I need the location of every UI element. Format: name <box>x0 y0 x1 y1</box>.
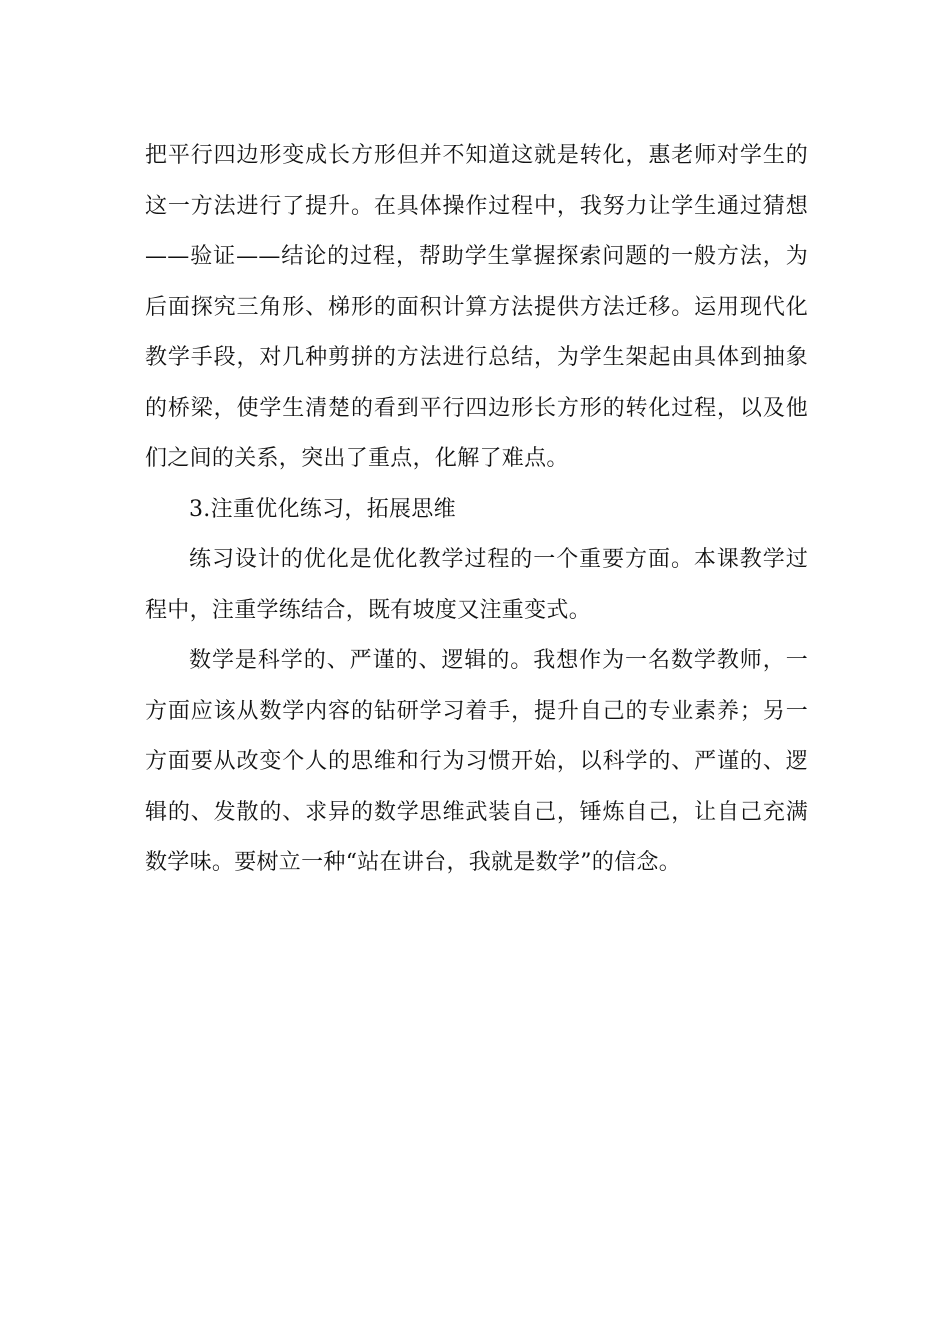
paragraph-practice: 练习设计的优化是优化教学过程的一个重要方面。本课教学过程中，注重学练结合，既有坡度又注重变式。 <box>145 547 808 623</box>
paragraph-continuation: 把平行四边形变成长方形但并不知道这就是转化，惠老师对学生的这一方法进行了提升。在具体操作过程中，我努力让学生通过猜想——验证——结论的过程，帮助学生掌握探索问题的一般方法，为后面探究三角形、梯形的面积计算方法提供方法迁移。运用现代化教学手段，对几种剪拼的方法进行总结，为学生架起由具体到抽象的桥梁，使学生清楚的看到平行四边形长方形的转化过程，以及他们之间的关系，突出了重点，化解了难点。 <box>145 143 808 471</box>
section-heading: 3.注重优化练习，拓展思维 <box>189 496 456 522</box>
paragraph-conclusion: 数学是科学的、严谨的、逻辑的。我想作为一名数学教师，一方面应该从数学内容的钻研学习着手，提升自己的专业素养；另一方面要从改变个人的思维和行为习惯开始，以科学的、严谨的、逻辑的、发散的、求异的数学思维武装自己，锤炼自己，让自己充满数学味。要树立一种“站在讲台，我就是数学”的信念。 <box>145 648 808 875</box>
document-page <box>145 131 808 889</box>
